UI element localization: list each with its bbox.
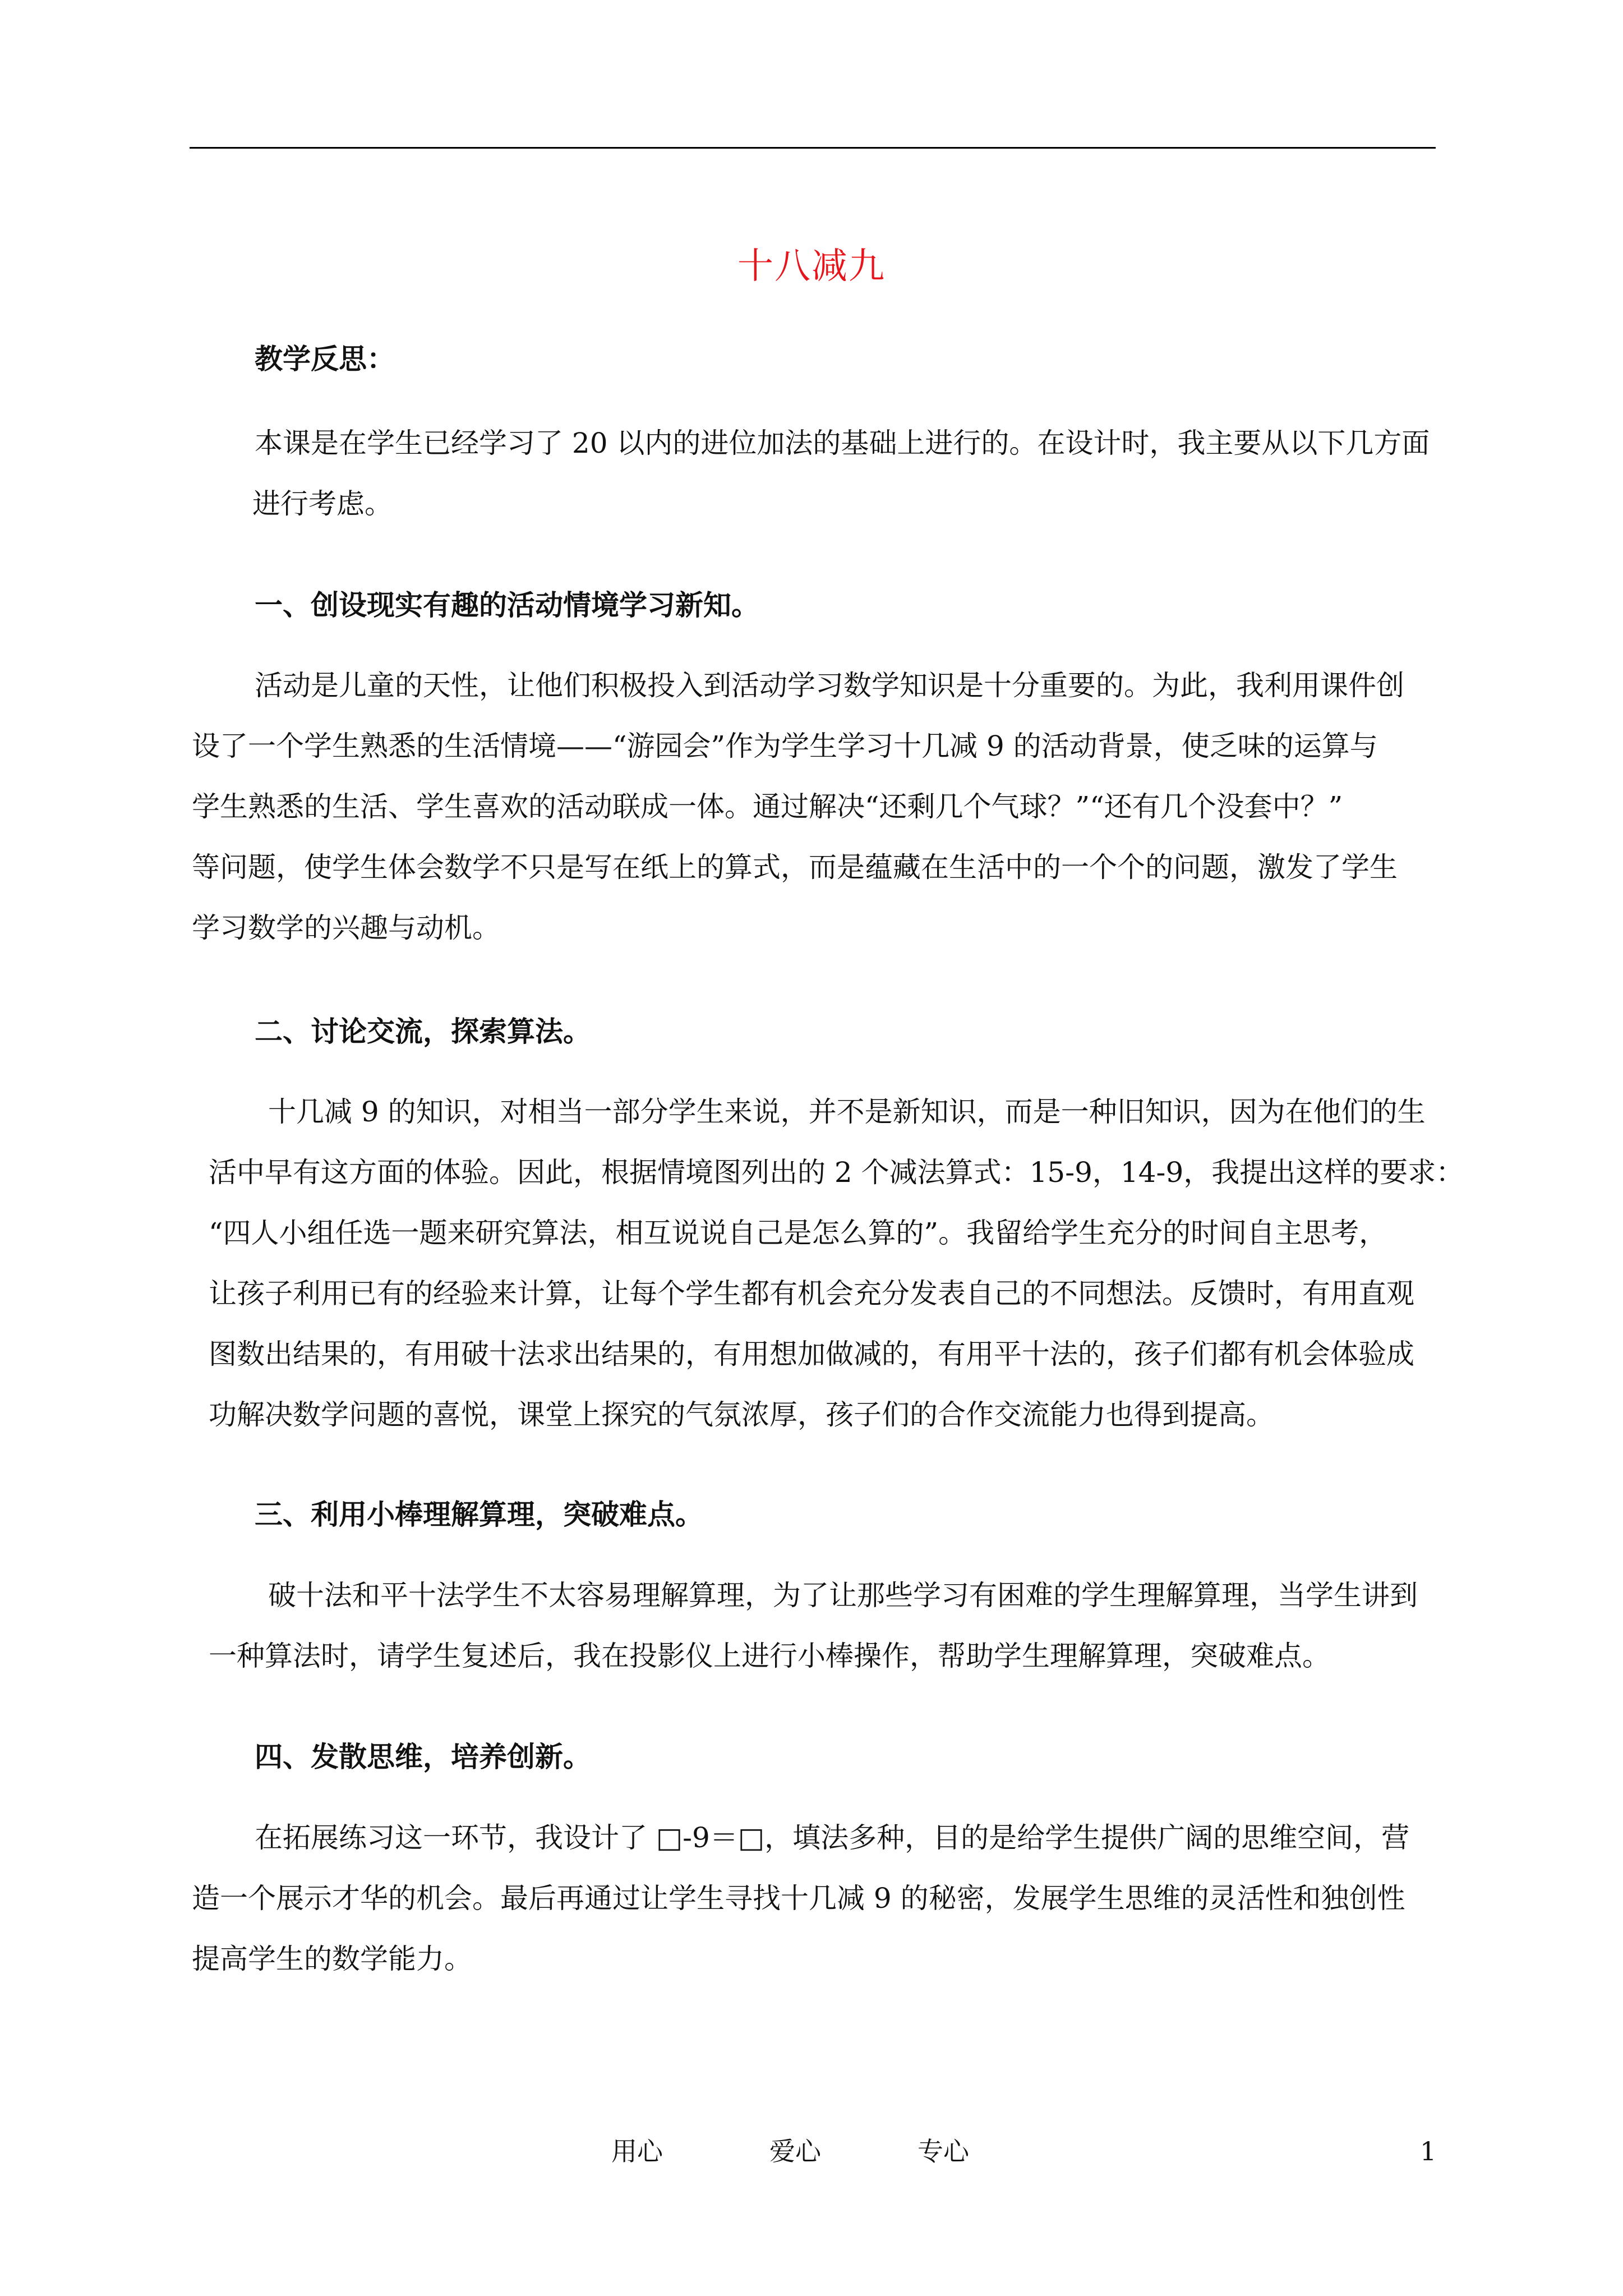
body-line: 在拓展练习这一环节，我设计了 □-9＝□，填法多种，目的是给学生提供广阔的思维空间，营 — [255, 1821, 1410, 1854]
body-line: 图数出结果的，有用破十法求出结果的，有用想加做减的，有用平十法的，孩子们都有机会体验成 — [209, 1338, 1414, 1370]
intro-line: 进行考虑。 — [252, 487, 393, 520]
page-number: 1 — [1420, 2136, 1437, 2166]
body-line: 学生熟悉的生活、学生喜欢的活动联成一体。通过解决“还剩几个气球？”“还有几个没套中？” — [192, 790, 1343, 823]
section-heading-1: 一、创设现实有趣的活动情境学习新知。 — [255, 588, 759, 622]
body-line: 活中早有这方面的体验。因此，根据情境图列出的 2 个减法算式：15-9，14-9，我提出这样的要求： — [209, 1156, 1464, 1189]
body-line: 学习数学的兴趣与动机。 — [192, 912, 500, 944]
section-heading-4: 四、发散思维，培养创新。 — [255, 1740, 591, 1773]
intro-paragraph — [252, 413, 1436, 534]
header-rule — [190, 147, 1436, 149]
body-line: “四人小组任选一题来研究算法，相互说说自己是怎么算的”。我留给学生充分的时间自主思考， — [209, 1217, 1387, 1249]
body-line: 提高学生的数学能力。 — [192, 1943, 472, 1975]
body-line: 十几减 9 的知识，对相当一部分学生来说，并不是新知识，而是一种旧知识，因为在他们的生 — [268, 1096, 1426, 1128]
section-body-1 — [192, 655, 1436, 958]
body-line: 活动是儿童的天性，让他们积极投入到活动学习数学知识是十分重要的。为此，我利用课件创 — [255, 669, 1404, 702]
body-line: 一种算法时，请学生复述后，我在投影仪上进行小棒操作，帮助学生理解算理，突破难点。 — [209, 1640, 1330, 1672]
body-line: 设了一个学生熟悉的生活情境——“游园会”作为学生学习十几减 9 的活动背景，使乏味的运算与 — [192, 730, 1378, 762]
section-body-3 — [209, 1565, 1436, 1686]
document-title: 十八减九 — [737, 246, 886, 287]
body-line: 等问题，使学生体会数学不只是写在纸上的算式，而是蕴藏在生活中的一个个的问题，激发了学生 — [192, 851, 1398, 884]
footer-word-3: 专心 — [917, 2136, 969, 2166]
intro-line: 本课是在学生已经学习了 20 以内的进位加法的基础上进行的。在设计时，我主要从以下几方面 — [255, 427, 1430, 459]
section-body-2 — [209, 1082, 1464, 1445]
body-line: 造一个展示才华的机会。最后再通过让学生寻找十几减 9 的秘密，发展学生思维的灵活性和独创性 — [192, 1882, 1405, 1915]
body-line: 破十法和平十法学生不太容易理解算理，为了让那些学习有困难的学生理解算理，当学生讲到 — [268, 1579, 1418, 1612]
section-label: 教学反思： — [255, 342, 395, 375]
section-heading-3: 三、利用小棒理解算理，突破难点。 — [255, 1498, 703, 1531]
body-line: 功解决数学问题的喜悦，课堂上探究的气氛浓厚，孩子们的合作交流能力也得到提高。 — [209, 1398, 1274, 1431]
footer-word-2: 爱心 — [769, 2136, 821, 2166]
section-heading-2: 二、讨论交流，探索算法。 — [255, 1015, 591, 1048]
footer-word-1: 用心 — [611, 2136, 663, 2166]
section-body-4 — [192, 1807, 1436, 1989]
body-line: 让孩子利用已有的经验来计算，让每个学生都有机会充分发表自己的不同想法。反馈时，有用直观 — [209, 1277, 1414, 1310]
